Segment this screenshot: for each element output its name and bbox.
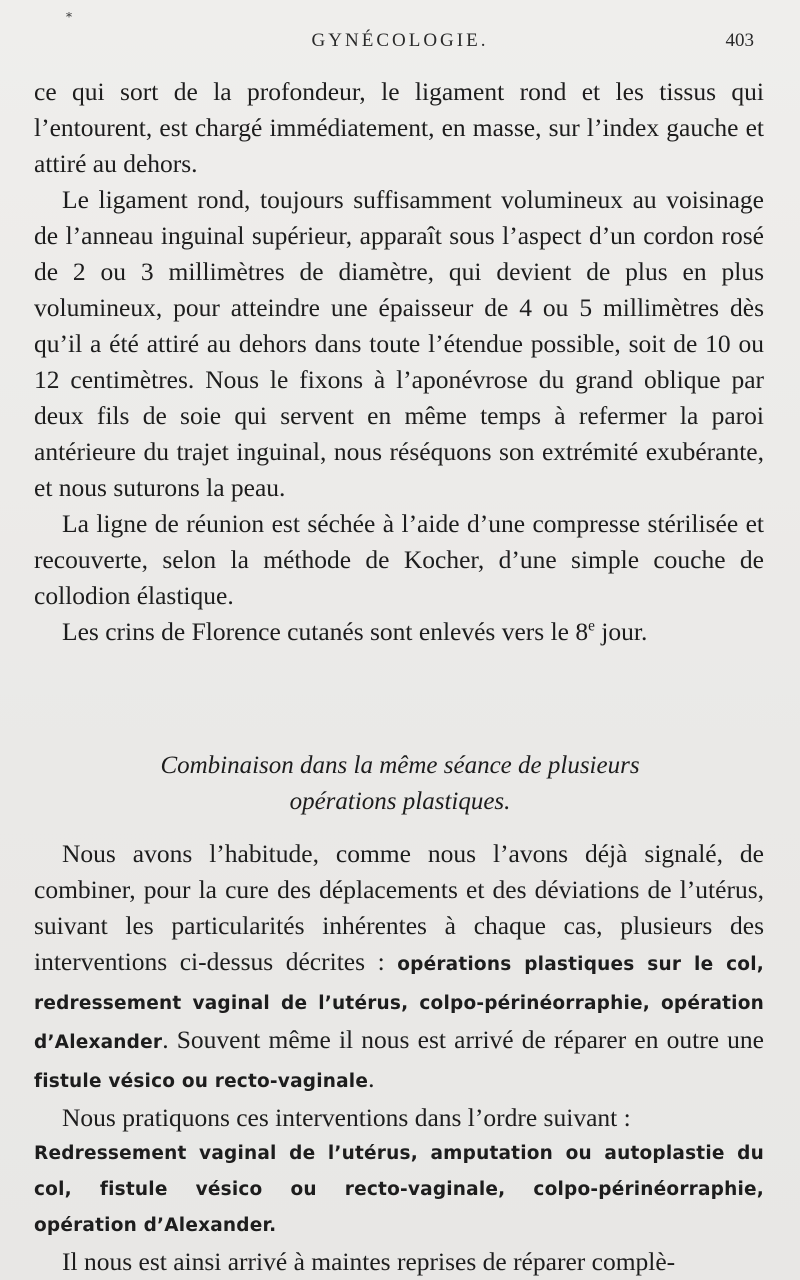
running-title: GYNÉCOLOGIE. — [311, 30, 489, 51]
paragraph: Nous pratiquons ces interventions dans l’ordre suivant : — [62, 1103, 631, 1132]
heading-line: Combinaison dans la même séance de plusieurs — [160, 752, 640, 779]
paragraph — [34, 836, 764, 1100]
section-heading — [0, 748, 800, 820]
superscript: e — [588, 617, 595, 635]
text-block-ligament — [34, 74, 764, 650]
text-block-combinaison — [34, 836, 764, 1280]
paragraph — [34, 614, 764, 650]
text-span: . Souvent même il nous est arrivé de réparer en outre une — [162, 1025, 764, 1054]
bold-term: fistule vésico ou recto-vaginale — [34, 1071, 369, 1092]
bold-term: opérations plastiques sur le col, redressement vaginal de l’utérus, colpo-périnéorraphie, opération d’Alexander — [34, 954, 764, 1053]
paragraph: Il nous est ainsi arrivé à maintes reprises de réparer complè- — [62, 1247, 676, 1276]
text-span: jour. — [594, 617, 648, 646]
page-number: 403 — [725, 30, 754, 51]
text-span: . — [368, 1064, 375, 1093]
ink-mark: * — [66, 10, 72, 24]
paragraph: La ligne de réunion est séchée à l’aide d’une compresse stérilisée et recouverte, selon la méthode de Kocher, d’une simple couche de collodion élastique. — [34, 509, 764, 610]
text-span: Nous avons l’habitude, comme nous l’avons déjà signalé, de combiner, pour la cure des déplacements et des déviations de l’utérus, suivant les particularités inhérentes à chaque cas, plusieurs des interventions ci-dessus décrites : — [34, 839, 764, 976]
paragraph: ce qui sort de la profondeur, le ligament rond et les tissus qui l’entourent, est chargé immédiatement, en masse, sur l’index gauche et attiré au dehors. — [34, 77, 764, 178]
bold-order-list: Redressement vaginal de l’utérus, amputation ou autoplastie du col, fistule vésico ou recto-vaginale, colpo-périnéorraphie, opération d’Alexander. — [34, 1143, 764, 1236]
heading-line: opérations plastiques. — [289, 788, 511, 815]
paragraph: Le ligament rond, toujours suffisamment volumineux au voisinage de l’anneau inguinal supérieur, apparaît sous l’aspect d’un cordon rosé de 2 ou 3 millimètres de diamètre, qui devient de plus en plus volumineux, pour atteindre une épaisseur de 4 ou 5 millimètres dès qu’il a été attiré au dehors dans toute l’étendue possible, soit de 10 ou 12 centimètres. Nous le fixons à l’aponévrose du grand oblique par deux fils de soie qui servent en même temps à refermer la paroi antérieure du trajet inguinal, nous réséquons son extrémité exubérante, et nous suturons la peau. — [34, 185, 764, 502]
text-span: Les crins de Florence cutanés sont enlevés vers le 8 — [62, 617, 589, 646]
